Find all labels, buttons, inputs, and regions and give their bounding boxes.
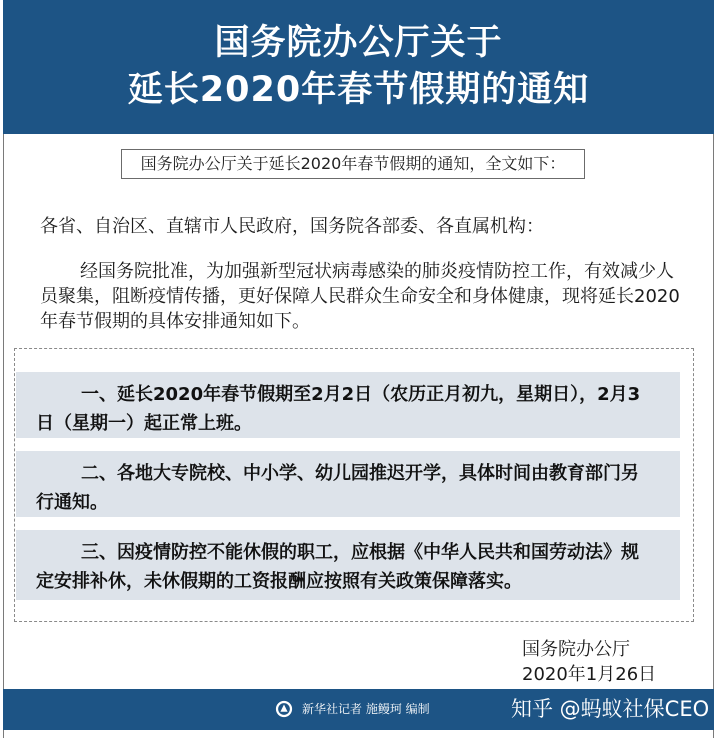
signature-org: 国务院办公厅: [522, 639, 630, 660]
signature-date: 2020年1月26日: [522, 664, 657, 685]
notice-item-3: 三、因疫情防控不能休假的职工，应根据《中华人民共和国劳动法》规定安排补休，未休假期的工资报酬应按照有关政策保障落实。: [16, 530, 680, 600]
xinhua-logo-icon: [275, 700, 293, 718]
footer-credit: 新华社记者 施鳗珂 编制: [302, 702, 430, 716]
watermark: 知乎 @蚂蚁社保CEO: [511, 697, 710, 721]
title-banner: [3, 0, 714, 134]
body-paragraph: 经国务院批准，为加强新型冠状病毒感染的肺炎疫情防控工作，有效减少人员聚集，阻断疫情传播，更好保障人民群众生命安全和身体健康，现将延长2020年春节假期的具体安排通知如下。: [40, 261, 680, 332]
subtitle-box: 国务院办公厅关于延长2020年春节假期的通知，全文如下：: [121, 149, 585, 179]
footer-bar: [3, 689, 714, 730]
salutation: 各省、自治区、直辖市人民政府，国务院各部委、各直属机构：: [40, 216, 544, 237]
title-line-2: 延长2020年春节假期的通知: [127, 70, 590, 110]
notice-item-2: 二、各地大专院校、中小学、幼儿园推迟开学，具体时间由教育部门另行通知。: [16, 451, 680, 517]
notice-item-1: 一、延长2020年春节假期至2月2日（农历正月初九，星期日），2月3日（星期一）起正常上班。: [16, 372, 680, 438]
title-line-1: 国务院办公厅关于: [214, 23, 503, 63]
